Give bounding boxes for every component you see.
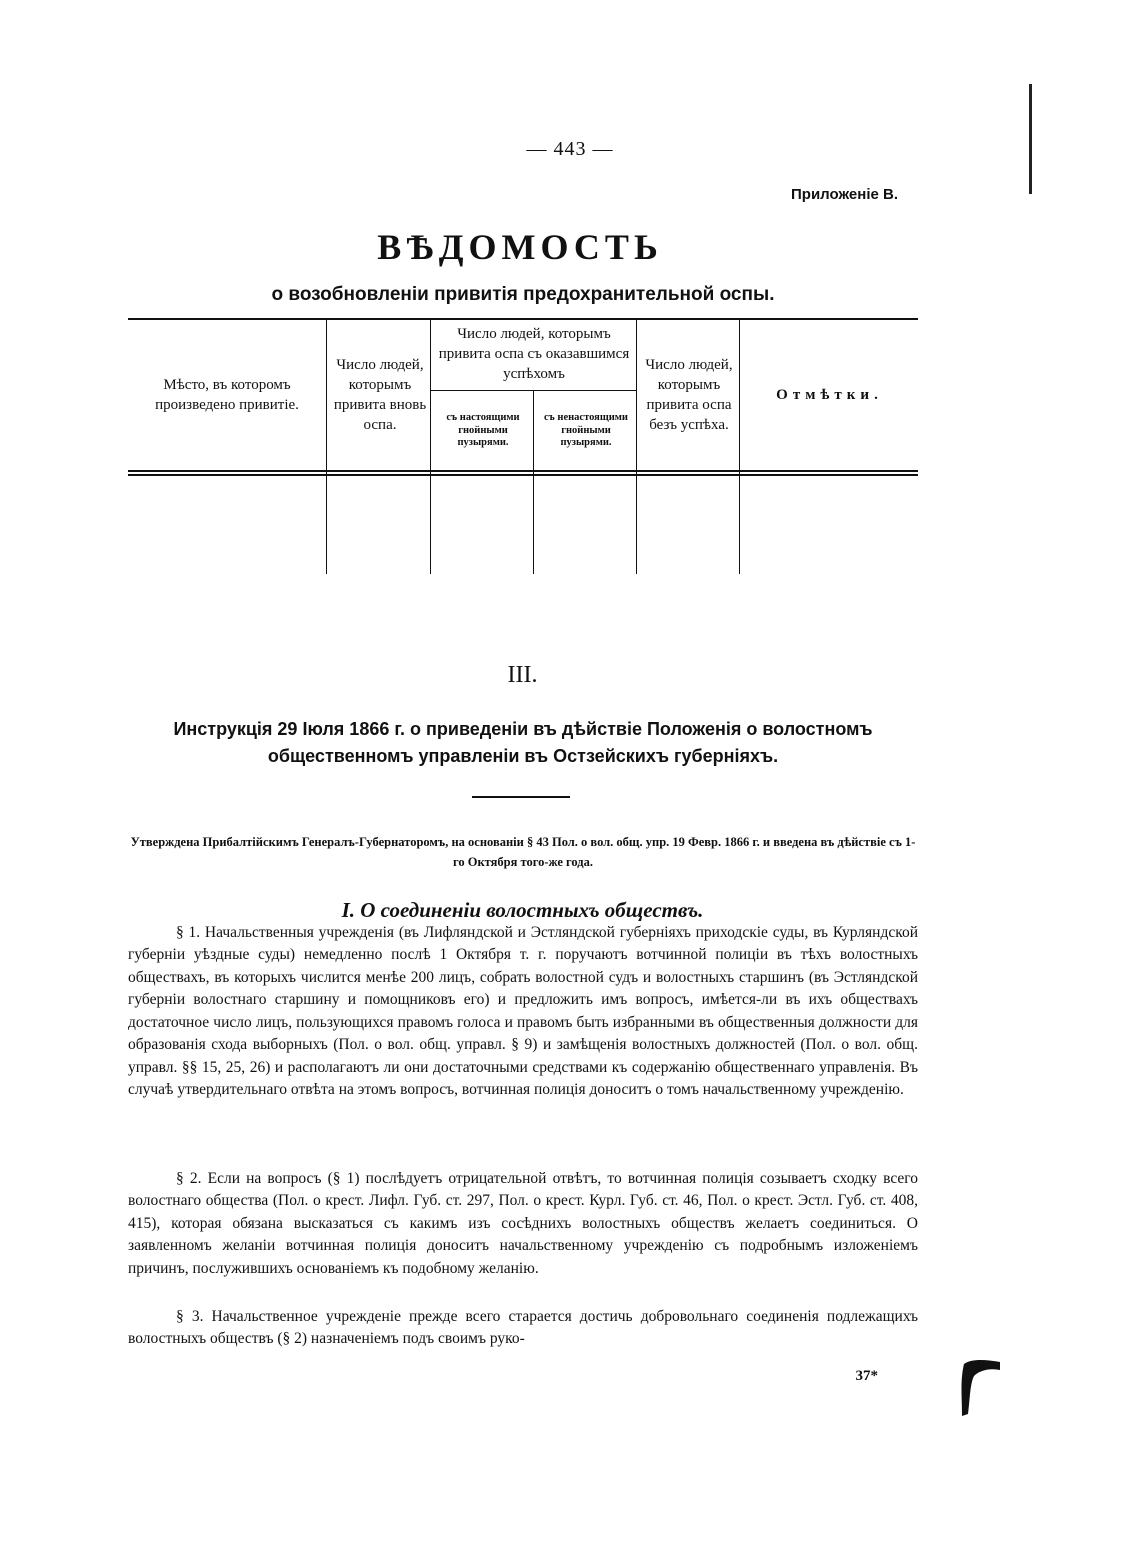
table-subheader-rule xyxy=(430,390,636,391)
appendix-label: Приложеніе В. xyxy=(791,186,898,203)
chapter-title: I. О соединеніи волостныхъ обществъ. xyxy=(341,898,704,922)
signature-mark: 37* xyxy=(855,1368,878,1384)
table-col-divider xyxy=(739,318,740,574)
form-subtitle: о возобновленіи привитія предохранительной оспы. xyxy=(271,284,775,305)
column-header-success-group: Число людей, которымъ привита оспа съ оказавшимся успѣхомъ xyxy=(438,325,630,383)
table-col-divider xyxy=(636,318,637,574)
column-header-remarks: Отмѣтки. xyxy=(776,386,883,403)
scan-edge-mark xyxy=(1029,84,1032,194)
section-number: III. xyxy=(507,662,538,688)
section-divider xyxy=(472,796,570,798)
table-col-divider xyxy=(430,318,431,574)
column-header-no-success: Число людей, которымъ привита оспа безъ успѣха. xyxy=(645,356,733,434)
page-number: — 443 — xyxy=(526,138,614,160)
paragraph-1: § 1. Начальственныя учрежденія (въ Лифляндской и Эстляндской губерніяхъ приходскіе суды, въ Курляндской губерніи уѣздные суды) немедленно послѣ 1 Октября т. г. поручаютъ вотчинной полиціи въ тѣхъ волостныхъ обществахъ, въ которыхъ числится менѣе 200 лицъ, собрать волостной судъ и волостныхъ старшинъ (въ Эстляндской губерніи волостнаго старшину и помощниковъ его) и предложить имъ вопросъ, имѣется-ли въ ихъ обществахъ достаточное число лицъ, пользующихся правомъ голоса и правомъ быть избранными въ общественныя должности для образованія схода выборныхъ (Пол. о вол. общ. управл. § 9) и замѣщенія волостныхъ должностей (Пол. о вол. общ. управл. §§ 15, 25, 26) и располагаютъ ли они достаточными средствами къ содержанію общественнаго управленія. Въ случаѣ утвердительнаго отвѣта на этомъ вопросъ, вотчинная полиція доноситъ о томъ начальственному учрежденію. xyxy=(128,924,918,1099)
table-header-rule-2 xyxy=(128,474,918,476)
column-header-new-count: Число людей, которымъ привита вновь оспа. xyxy=(333,356,427,434)
column-header-place: Мѣсто, въ которомъ произведено привитіе. xyxy=(155,376,299,413)
column-header-success-false: съ ненастоящими гнойными пузырями. xyxy=(544,412,628,449)
column-header-success-true: съ настоящими гнойными пузырями. xyxy=(446,412,520,449)
paragraph-2: § 2. Если на вопросъ (§ 1) послѣдуетъ отрицательной отвѣтъ, то вотчинная полиція созываетъ сходку всего волостнаго общества (Пол. о крест. Лифл. Губ. ст. 297, Пол. о крест. Курл. Губ. ст. 46, Пол. о крест. Эстл. Губ. ст. 408, 415), которая обязана высказаться съ какимъ изъ сосѣднихъ волостныхъ обществъ желаетъ соединиться. О заявленномъ желаніи вотчинная полиція доноситъ начальственному учрежденію съ подробнымъ изложеніемъ причинъ, послужившихъ основаніемъ къ подобному желанію. xyxy=(128,1170,918,1277)
ink-blot-icon xyxy=(958,1358,1002,1420)
form-title: ВѢДОМОСТЬ xyxy=(377,227,663,267)
vaccination-table xyxy=(128,318,918,574)
table-header-rule xyxy=(128,470,918,472)
approval-note: Утверждена Прибалтійскимъ Генералъ-Губернаторомъ, на основаніи § 43 Пол. о вол. общ. упр. 19 Февр. 1866 г. и введена въ дѣйствіе съ 1-го Октября того-же года. xyxy=(130,835,916,869)
paragraph-3: § 3. Начальственное учрежденіе прежде всего старается достичь добровольнаго соединенія подлежащихъ волостныхъ обществъ (§ 2) назначеніемъ подъ своимъ руко- xyxy=(128,1308,918,1348)
table-col-divider xyxy=(533,390,534,574)
table-col-divider xyxy=(326,318,327,574)
instruction-title: Инструкція 29 Іюля 1866 г. о приведеніи въ дѣйствіе Положенія о волостномъ общественномъ управленіи въ Остзейскихъ губерніяхъ. xyxy=(173,719,873,766)
